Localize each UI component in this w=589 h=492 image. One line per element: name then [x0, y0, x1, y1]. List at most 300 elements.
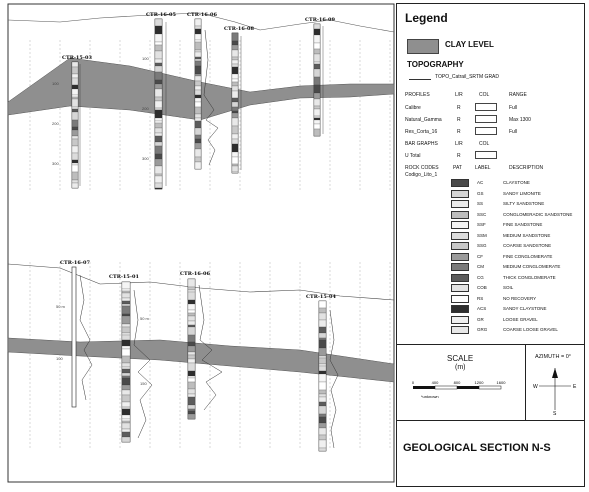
lithology-layer [155, 183, 162, 188]
lithology-layer [314, 85, 320, 93]
lithology-layer [122, 340, 130, 346]
lithology-layer [314, 93, 320, 99]
rock-code-label: GR [477, 316, 484, 322]
profiles-lr-header: L/R [455, 92, 463, 98]
lithology-layer [195, 121, 201, 128]
lithology-layer [155, 45, 162, 51]
scale-segment [413, 386, 435, 389]
lithology-layer [232, 74, 238, 79]
lithology-layer [188, 352, 195, 355]
lithology-layer [122, 415, 130, 419]
lithology-layer [188, 313, 195, 316]
lithology-layer [319, 333, 326, 338]
svg-text:50 m: 50 m [56, 304, 65, 309]
lithology-layer [232, 139, 238, 144]
lithology-layer [72, 112, 78, 120]
rock-code-label: SSM [477, 232, 487, 238]
lithology-layer [122, 298, 130, 301]
rock-pattern-swatch [451, 242, 469, 250]
lithology-layer [72, 136, 78, 139]
topography-line-bottom [8, 264, 394, 300]
lithology-layer [319, 358, 326, 364]
lithology-layer [195, 40, 201, 42]
lithology-layer [188, 411, 195, 414]
azimuth-e: E [573, 384, 577, 390]
lithology-layer [314, 77, 320, 85]
rock-codes-desc-header: DESCRIPTION [509, 165, 544, 171]
topography-line-swatch [409, 79, 431, 80]
lithology-layer [195, 19, 201, 26]
lithology-layer [195, 149, 201, 157]
lithology-layer [72, 130, 78, 136]
lithology-layer [232, 144, 238, 152]
lithology-layer [122, 316, 130, 324]
lithology-strips [122, 282, 130, 442]
rock-code-label: CG [477, 274, 484, 280]
lithology-layer [155, 108, 162, 110]
rock-code-description: MEDIUM SANDSTONE [503, 232, 551, 238]
lithology-layer [195, 34, 201, 40]
lithology-layer [195, 157, 201, 162]
lithology-layer [319, 356, 326, 358]
rock-code-description: SANDY CLAYSTONE [503, 306, 547, 311]
svg-text:100: 100 [52, 81, 59, 86]
lithology-layer [195, 29, 201, 34]
well-label: CTR-16-08 [224, 26, 254, 32]
lithology-layer [195, 107, 201, 114]
lithology-layer [195, 52, 201, 57]
profile-color-box [475, 127, 497, 135]
lithology-layer [319, 327, 326, 333]
legend-divider [397, 420, 584, 421]
lithology-layer [72, 172, 78, 180]
profile-lr: R [457, 117, 461, 123]
rock-code-description: COARSE LOOSE GRAVEL [503, 327, 558, 332]
lithology-layer [188, 342, 195, 346]
lithology-layer [319, 423, 326, 428]
log-curve [330, 310, 338, 448]
lithology-layer [232, 102, 238, 107]
rock-code-description: SOIL [503, 285, 514, 290]
legend-divider-vertical [525, 344, 526, 420]
lithology-layer [319, 320, 326, 327]
lithology-layer [155, 42, 162, 45]
lithology-layer [188, 397, 195, 405]
well-label: CTR-16-06 [187, 12, 217, 18]
lithology-layer [122, 346, 130, 349]
rock-codes-pat-header: PAT [453, 165, 462, 171]
lithology-layer [72, 153, 78, 160]
lithology-layer [195, 118, 201, 121]
lithology-layer [155, 121, 162, 123]
profile-lr: R [457, 105, 461, 111]
lithology-layer [188, 378, 195, 382]
lithology-layer [122, 291, 130, 293]
lithology-layer [122, 376, 130, 378]
rock-code-label: ACS [477, 306, 487, 311]
lithology-layer [319, 374, 326, 382]
lithology-layer [319, 402, 326, 406]
profiles-range-header: RANGE [509, 92, 527, 98]
lithology-layer [72, 109, 78, 112]
lithology-layer [319, 414, 326, 417]
lithology-layer [155, 110, 162, 118]
lithology-layer [188, 279, 195, 287]
lithology-layer [319, 417, 326, 423]
scale-bar [407, 376, 521, 406]
lithology-layer [314, 120, 320, 124]
well-label: CTR-16-06 [180, 271, 210, 277]
lithology-layer [314, 118, 320, 120]
well-ctr-16-09 [305, 17, 335, 136]
bar-graph-name: U Total [405, 153, 421, 159]
svg-text:50 m: 50 m [140, 316, 149, 321]
lithology-layer [188, 316, 195, 321]
lithology-layer [195, 26, 201, 29]
svg-text:300: 300 [142, 156, 149, 161]
lithology-layer [232, 60, 238, 64]
lithology-layer [188, 382, 195, 389]
lithology-layer [232, 166, 238, 172]
lithology-layer [319, 448, 326, 451]
lithology-layer [122, 402, 130, 407]
lithology-layer [155, 188, 162, 189]
lithology-layer [319, 301, 326, 308]
lithology-layer [195, 57, 201, 59]
lithology-layer [232, 64, 238, 67]
svg-text:100: 100 [142, 56, 149, 61]
scale-tick: 0 [411, 380, 415, 385]
profile-name: Calibre [405, 105, 421, 111]
lithology-layer [232, 50, 238, 57]
lithology-layer [155, 84, 162, 89]
lithology-layer [195, 95, 201, 98]
lithology-layer [122, 432, 130, 437]
lithology-layer [195, 135, 201, 139]
lithology-layer [155, 19, 162, 26]
lithology-layer [72, 95, 78, 97]
lithology-layer [188, 287, 195, 290]
rock-code-description: COARSE SANDSTONE [503, 243, 552, 248]
lithology-layer [122, 289, 130, 291]
lithology-layer [195, 66, 201, 74]
rock-code-label: SS [477, 201, 484, 206]
bar-graphs-header: BAR GRAPHS [405, 141, 438, 147]
rock-code-label: RS [477, 295, 484, 301]
lithology-layer [319, 390, 326, 394]
lithology-layer [122, 327, 130, 333]
rock-code-description: THICK CONGLOMERATE [503, 274, 556, 280]
lithology-layer [155, 133, 162, 136]
profiles-header: PROFILES [405, 92, 430, 98]
lithology-layer [122, 301, 130, 304]
lithology-layer [122, 395, 130, 402]
lithology-layer [155, 118, 162, 121]
topography-item-label: TOPO_Catrail_SRTM GRAD [435, 74, 499, 80]
log-curve [80, 275, 92, 400]
lithology-layer [232, 126, 238, 134]
lithology-layer [155, 26, 162, 34]
lithology-layer [188, 327, 195, 335]
lithology-layer [232, 157, 238, 164]
lithology-layer [155, 154, 162, 159]
lithology-layer [188, 300, 195, 304]
legend-panel [396, 3, 585, 487]
lithology-layer [319, 440, 326, 448]
well-label: CTR-16-07 [60, 260, 90, 266]
lithology-layer [314, 64, 320, 69]
scale-tick: 1600 [496, 380, 506, 385]
svg-text:100: 100 [56, 356, 63, 361]
lithology-layer [188, 321, 195, 325]
lithology-layer [232, 45, 238, 50]
rock-codes-header: ROCK CODES [405, 165, 439, 171]
rock-code-description: MEDIUM CONGLOMERATE [503, 264, 561, 269]
lithology-layer [188, 310, 195, 313]
lithology-layer [319, 338, 326, 340]
lithology-layer [72, 146, 78, 153]
lithology-layer [155, 166, 162, 174]
rock-pattern-swatch [451, 200, 469, 208]
well-label: CTR-16-05 [146, 12, 176, 18]
rock-code-label: AC [477, 180, 484, 185]
lithology-layer [155, 128, 162, 133]
legend-title: Legend [405, 11, 448, 25]
lithology-layer [122, 333, 130, 335]
lithology-layer [314, 62, 320, 64]
lithology-layer [72, 99, 78, 107]
profile-range: Full [509, 129, 518, 135]
lithology-layer [195, 76, 201, 81]
lithology-layer [188, 290, 195, 292]
lithology-layer [188, 405, 195, 409]
lithology-layer [188, 389, 195, 394]
lithology-layer [188, 335, 195, 342]
lithology-layer [155, 89, 162, 97]
rock-pattern-swatch [451, 263, 469, 271]
rock-code-description: CLAYSTONE [503, 180, 530, 185]
rock-pattern-swatch [451, 221, 469, 229]
well-ctr-16-07 [60, 260, 92, 407]
section-title: GEOLOGICAL SECTION N-S [403, 442, 551, 454]
lithology-layer [188, 363, 195, 371]
lithology-layer [314, 116, 320, 118]
rock-code-description: FINE SANDSTONE [503, 222, 543, 227]
lithology-layer [232, 98, 238, 102]
scale-tick: 800 [453, 380, 461, 385]
scale-title: SCALE [447, 354, 474, 363]
lithology-strips [195, 19, 201, 169]
lithology-layer [72, 180, 78, 183]
lithology-layer [122, 304, 130, 306]
lithology-layer [319, 397, 326, 402]
lithology-layer [195, 139, 201, 143]
svg-text:200: 200 [52, 121, 59, 126]
lithology-layer [122, 282, 130, 289]
lithology-layer [232, 113, 238, 118]
lithology-layer [319, 394, 326, 397]
lithology-layer [122, 385, 130, 390]
bar-graph-lr: R [457, 153, 461, 159]
lithology-layer [155, 146, 162, 154]
lithology-layer [232, 67, 238, 74]
lithology-layer [122, 349, 130, 356]
scale-segment [457, 386, 479, 389]
lithology-layer [319, 371, 326, 374]
lithology-layer [155, 63, 162, 66]
lithology-layer [232, 82, 238, 86]
lithology-layer [314, 106, 320, 109]
lithology-layer [195, 98, 201, 102]
azimuth-label: AZIMUTH = 0° [535, 354, 571, 360]
lithology-layer [188, 292, 195, 300]
lithology-layer [195, 61, 201, 66]
rock-code-description: LOOSE GRAVEL [503, 316, 538, 322]
lithology-layer [72, 97, 78, 99]
rock-pattern-swatch [451, 305, 469, 313]
north-arrow-icon [529, 362, 581, 416]
rock-code-label: CF [477, 253, 483, 259]
profiles-col-header: COL [479, 92, 490, 98]
profile-name: Natural_Gamma [405, 117, 442, 123]
lithology-layer [188, 346, 195, 352]
lithology-layer [188, 304, 195, 310]
rock-pattern-swatch [451, 211, 469, 219]
lithology-layer [232, 172, 238, 173]
lithology-layer [122, 373, 130, 376]
well-label: CTR-15-03 [62, 55, 92, 61]
lithology-layer [72, 139, 78, 146]
lithology-layer [155, 174, 162, 176]
lithology-layer [314, 24, 320, 29]
rock-pattern-swatch [451, 295, 469, 303]
lithology-layer [188, 355, 195, 359]
lithology-layer [155, 66, 162, 72]
lithology-layer [72, 78, 78, 85]
rock-pattern-swatch [451, 326, 469, 334]
lithology-layer [195, 114, 201, 118]
azimuth-w: W [533, 384, 538, 390]
lithology-layer [72, 160, 78, 163]
rock-pattern-swatch [451, 232, 469, 240]
lithology-layer [188, 325, 195, 327]
profile-range: Full [509, 105, 518, 111]
lithology-layer [232, 41, 238, 45]
lithology-strips [319, 301, 326, 451]
rock-pattern-swatch [451, 316, 469, 324]
lithology-layer [122, 423, 130, 429]
scale-tick: 400 [431, 380, 439, 385]
well-column [72, 267, 76, 407]
lithology-layer [122, 419, 130, 421]
lithology-layer [314, 99, 320, 106]
lithology-layer [72, 89, 78, 95]
lithology-layer [319, 364, 326, 366]
svg-text:150: 150 [140, 381, 147, 386]
lithology-strips [155, 19, 162, 189]
lithology-layer [232, 111, 238, 113]
lithology-layer [122, 356, 130, 363]
lithology-layer [232, 57, 238, 60]
lithology-layer [314, 129, 320, 136]
rock-code-label: GRG [477, 327, 488, 332]
legend-divider [397, 344, 584, 345]
lithology-layer [319, 308, 326, 313]
lithology-layer [155, 142, 162, 146]
lithology-layer [155, 59, 162, 63]
lithology-layer [314, 49, 320, 54]
scale-tick: 1200 [474, 380, 484, 385]
lithology-layer [319, 340, 326, 348]
lithology-layer [188, 376, 195, 378]
lithology-layer [122, 378, 130, 385]
lithology-layer [314, 109, 320, 116]
azimuth-s: S [553, 411, 557, 416]
rock-code-description: SILTY SANDSTONE [503, 201, 545, 206]
lithology-layer [155, 97, 162, 101]
lithology-layer [232, 134, 238, 139]
lithology-layer [155, 72, 162, 80]
lithology-layer [314, 54, 320, 62]
rock-code-label: SSC [477, 211, 487, 217]
lithology-layer [122, 437, 130, 442]
lithology-layer [122, 369, 130, 373]
lithology-layer [155, 176, 162, 183]
lithology-strips [188, 279, 195, 419]
lithology-layer [232, 107, 238, 111]
lithology-layer [314, 29, 320, 35]
lithology-layer [122, 367, 130, 369]
lithology-layer [314, 69, 320, 77]
lithology-layer [188, 414, 195, 419]
lithology-layer [195, 59, 201, 61]
clay-level-swatch [407, 39, 439, 54]
lithology-layer [72, 107, 78, 109]
lithology-layer [122, 409, 130, 415]
lithology-layer [155, 51, 162, 59]
lithology-layer [188, 409, 195, 411]
lithology-layer [122, 324, 130, 327]
lithology-layer [232, 86, 238, 91]
lithology-layer [72, 74, 78, 78]
rock-code-description: SANDY LIMONITE [503, 190, 541, 196]
rock-code-label: COB [477, 285, 487, 290]
lithology-layer [122, 429, 130, 432]
rock-codes-subheader: Codigo_Lito_1 [405, 172, 438, 178]
bottom-panel [8, 262, 394, 450]
rock-pattern-swatch [451, 190, 469, 198]
lithology-layer [232, 79, 238, 82]
lithology-layer [155, 34, 162, 42]
lithology-layer [122, 293, 130, 298]
lithology-layer [195, 162, 201, 169]
lithology-layer [188, 394, 195, 397]
lithology-layer [319, 406, 326, 414]
lithology-layer [155, 159, 162, 166]
clay-level-label: CLAY LEVEL [445, 40, 494, 49]
lithology-layer [122, 306, 130, 314]
lithology-layer [195, 86, 201, 90]
scale-note: *unknown [421, 394, 439, 399]
lithology-layer [155, 80, 162, 84]
lithology-layer [232, 152, 238, 157]
lithology-layer [72, 165, 78, 172]
profile-name: Res_Corta_16 [405, 129, 438, 135]
lithology-strips [232, 33, 238, 173]
scale-unit: (m) [455, 364, 466, 371]
lithology-layer [195, 74, 201, 76]
bar-graphs-col-header: COL [479, 141, 490, 147]
